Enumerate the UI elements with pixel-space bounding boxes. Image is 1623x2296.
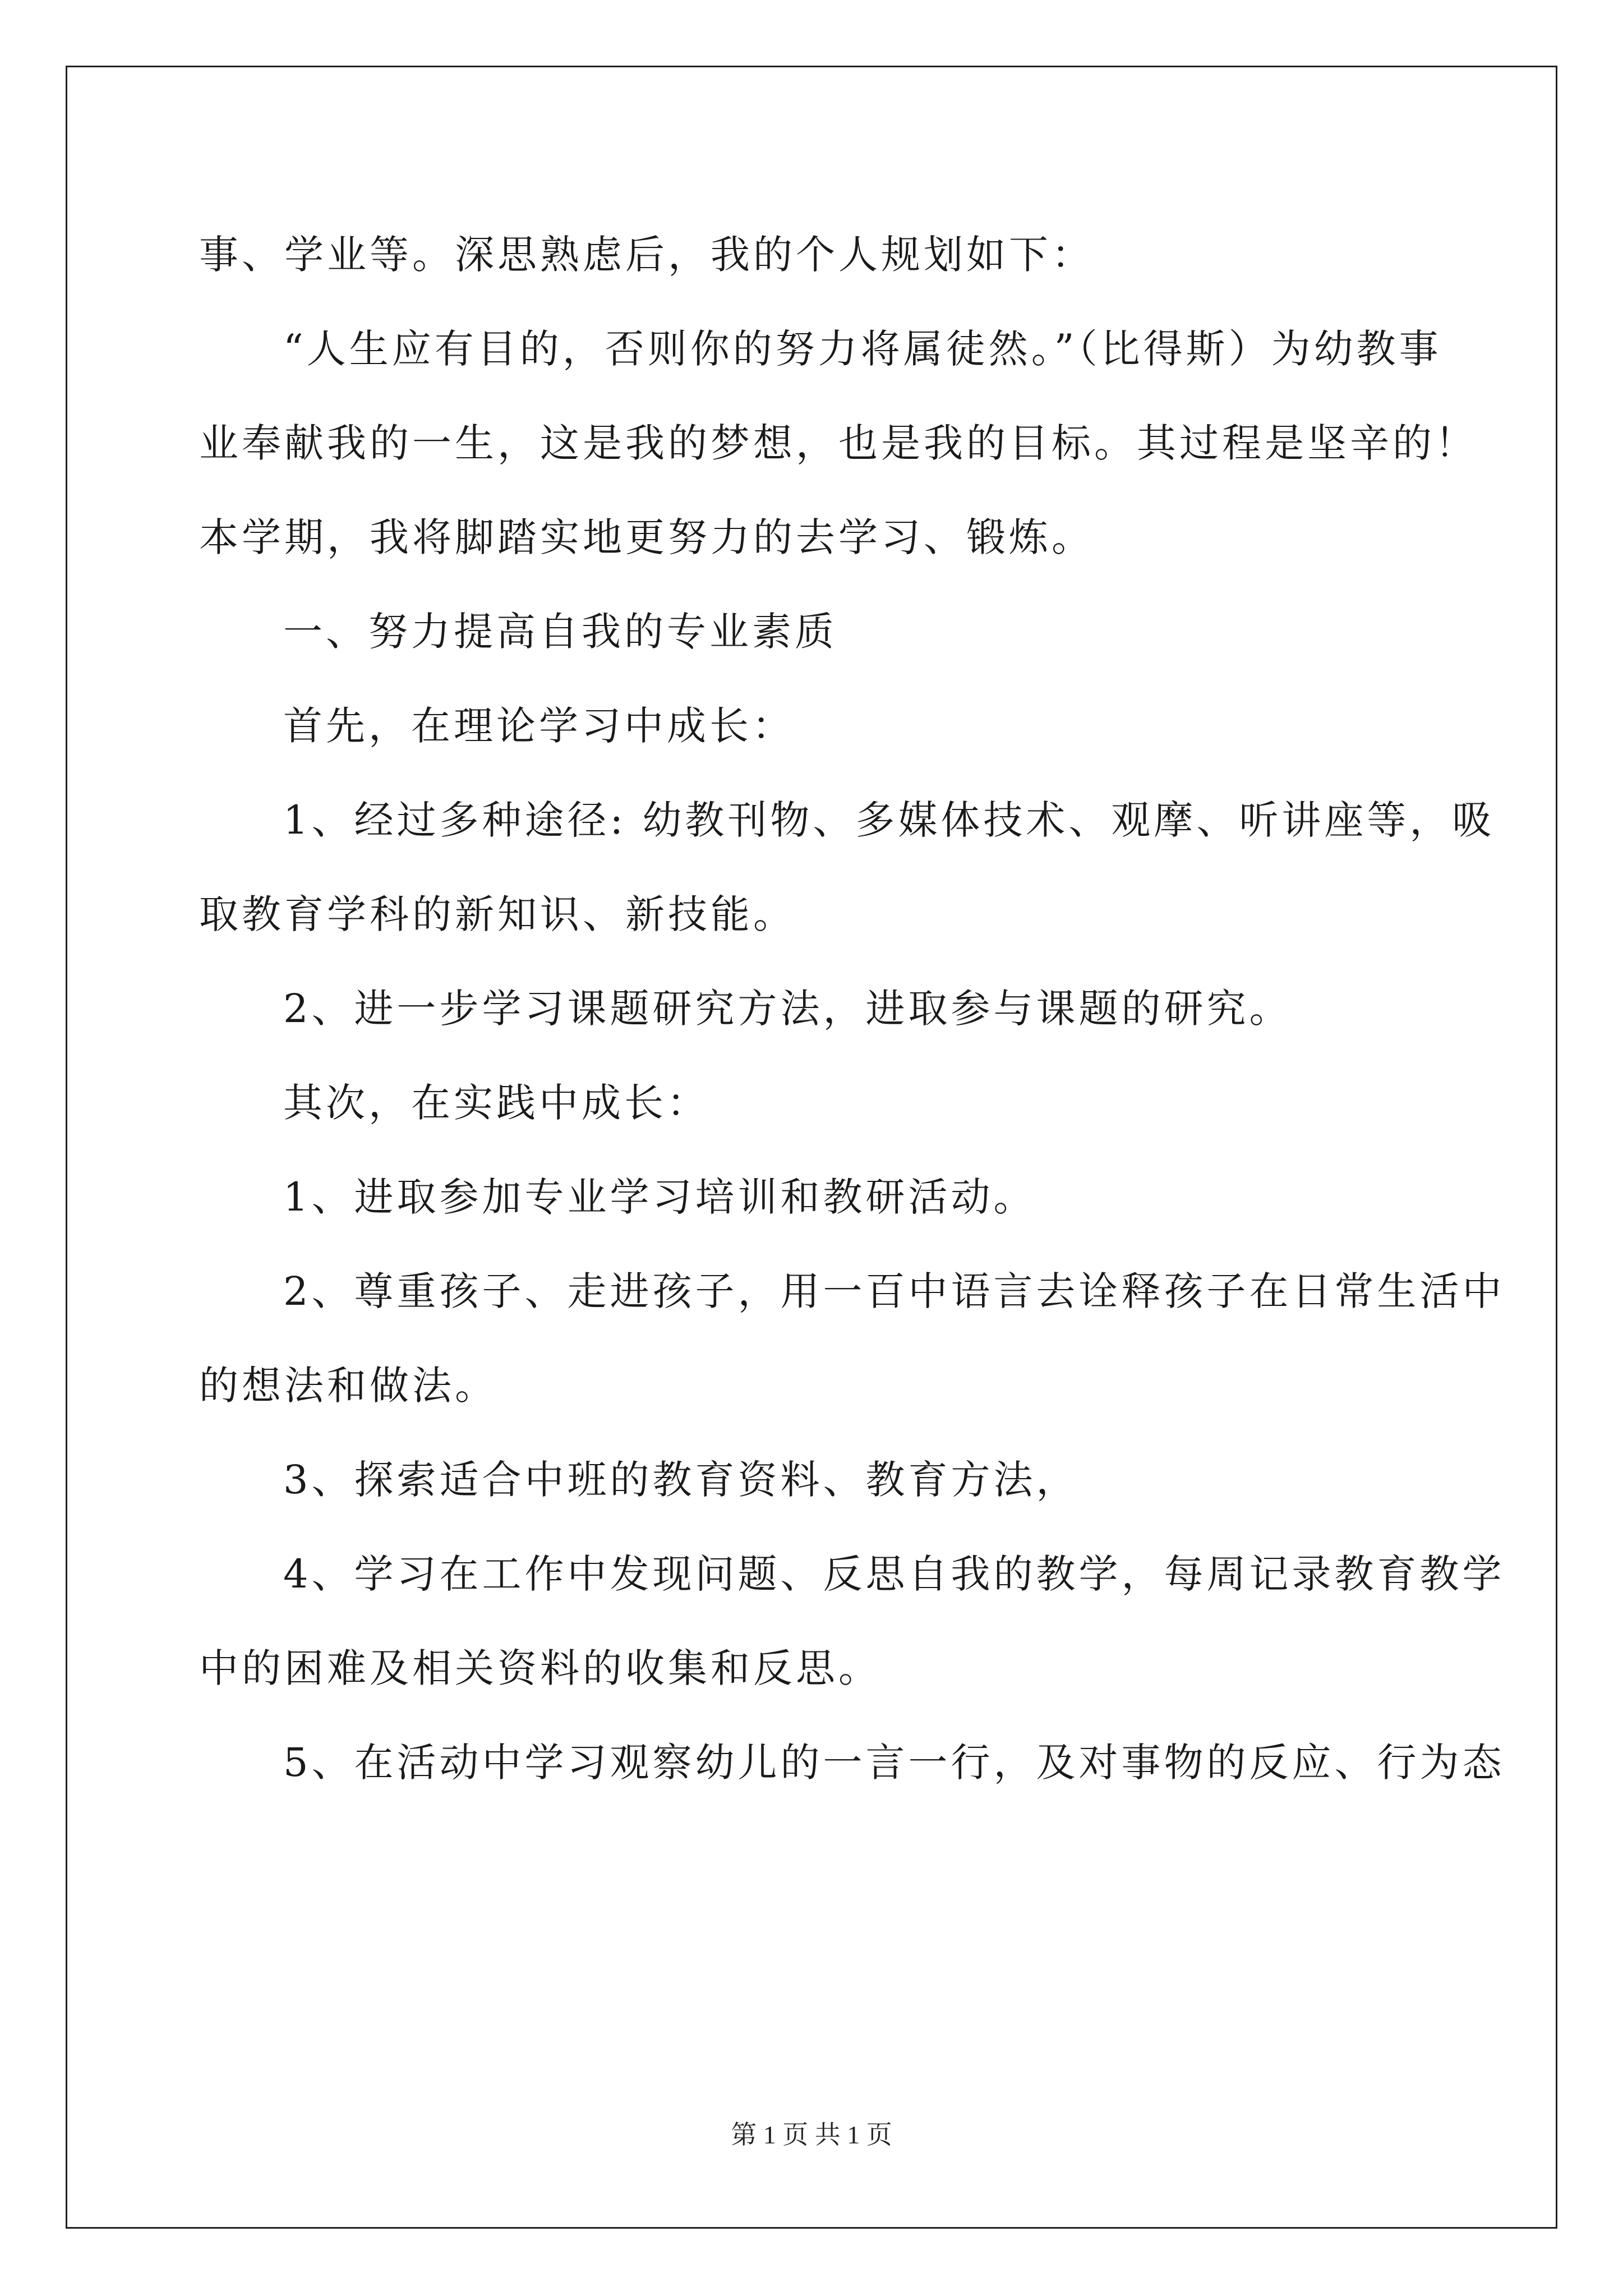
page-footer: 第 1 页 共 1 页 bbox=[731, 2120, 892, 2149]
section-heading: 一、努力提高自我的专业素质 bbox=[283, 609, 837, 655]
list-item: 1、经过多种途径: 幼教刊物、多媒体技术、观摩、听讲座等，吸 bbox=[283, 797, 1495, 843]
text-line: 事、学业等。深思熟虑后，我的个人规划如下： bbox=[199, 232, 1094, 278]
list-item: 1、进取参加专业学习培训和教研活动。 bbox=[283, 1174, 1036, 1220]
list-item: 2、尊重孩子、走进孩子，用一百中语言去诠释孩子在日常生活中 bbox=[283, 1268, 1505, 1314]
text-line: 本学期，我将脚踏实地更努力的去学习、锻炼。 bbox=[199, 514, 1094, 560]
text-line: 中的困难及相关资料的收集和反思。 bbox=[199, 1645, 881, 1691]
list-item: 4、学习在工作中发现问题、反思自我的教学，每周记录教育教学 bbox=[283, 1551, 1505, 1597]
text-line: 首先，在理论学习中成长： bbox=[283, 703, 795, 749]
text-line: 取教育学科的新知识、新技能。 bbox=[199, 891, 796, 937]
text-line: 业奉献我的一生，这是我的梦想，也是我的目标。其过程是坚辛的！ bbox=[199, 420, 1478, 466]
text-line: 的想法和做法。 bbox=[199, 1363, 497, 1409]
text-line: “人生应有目的，否则你的努力将属徒然。”（比得斯）为幼教事 bbox=[283, 326, 1442, 372]
list-item: 3、探索适合中班的教育资料、教育方法， bbox=[283, 1457, 1079, 1503]
text-line: 其次，在实践中成长： bbox=[283, 1080, 709, 1126]
document-body bbox=[199, 208, 1505, 1810]
list-item: 2、进一步学习课题研究方法，进取参与课题的研究。 bbox=[283, 986, 1292, 1032]
list-item: 5、在活动中学习观察幼儿的一言一行，及对事物的反应、行为态 bbox=[283, 1740, 1505, 1786]
